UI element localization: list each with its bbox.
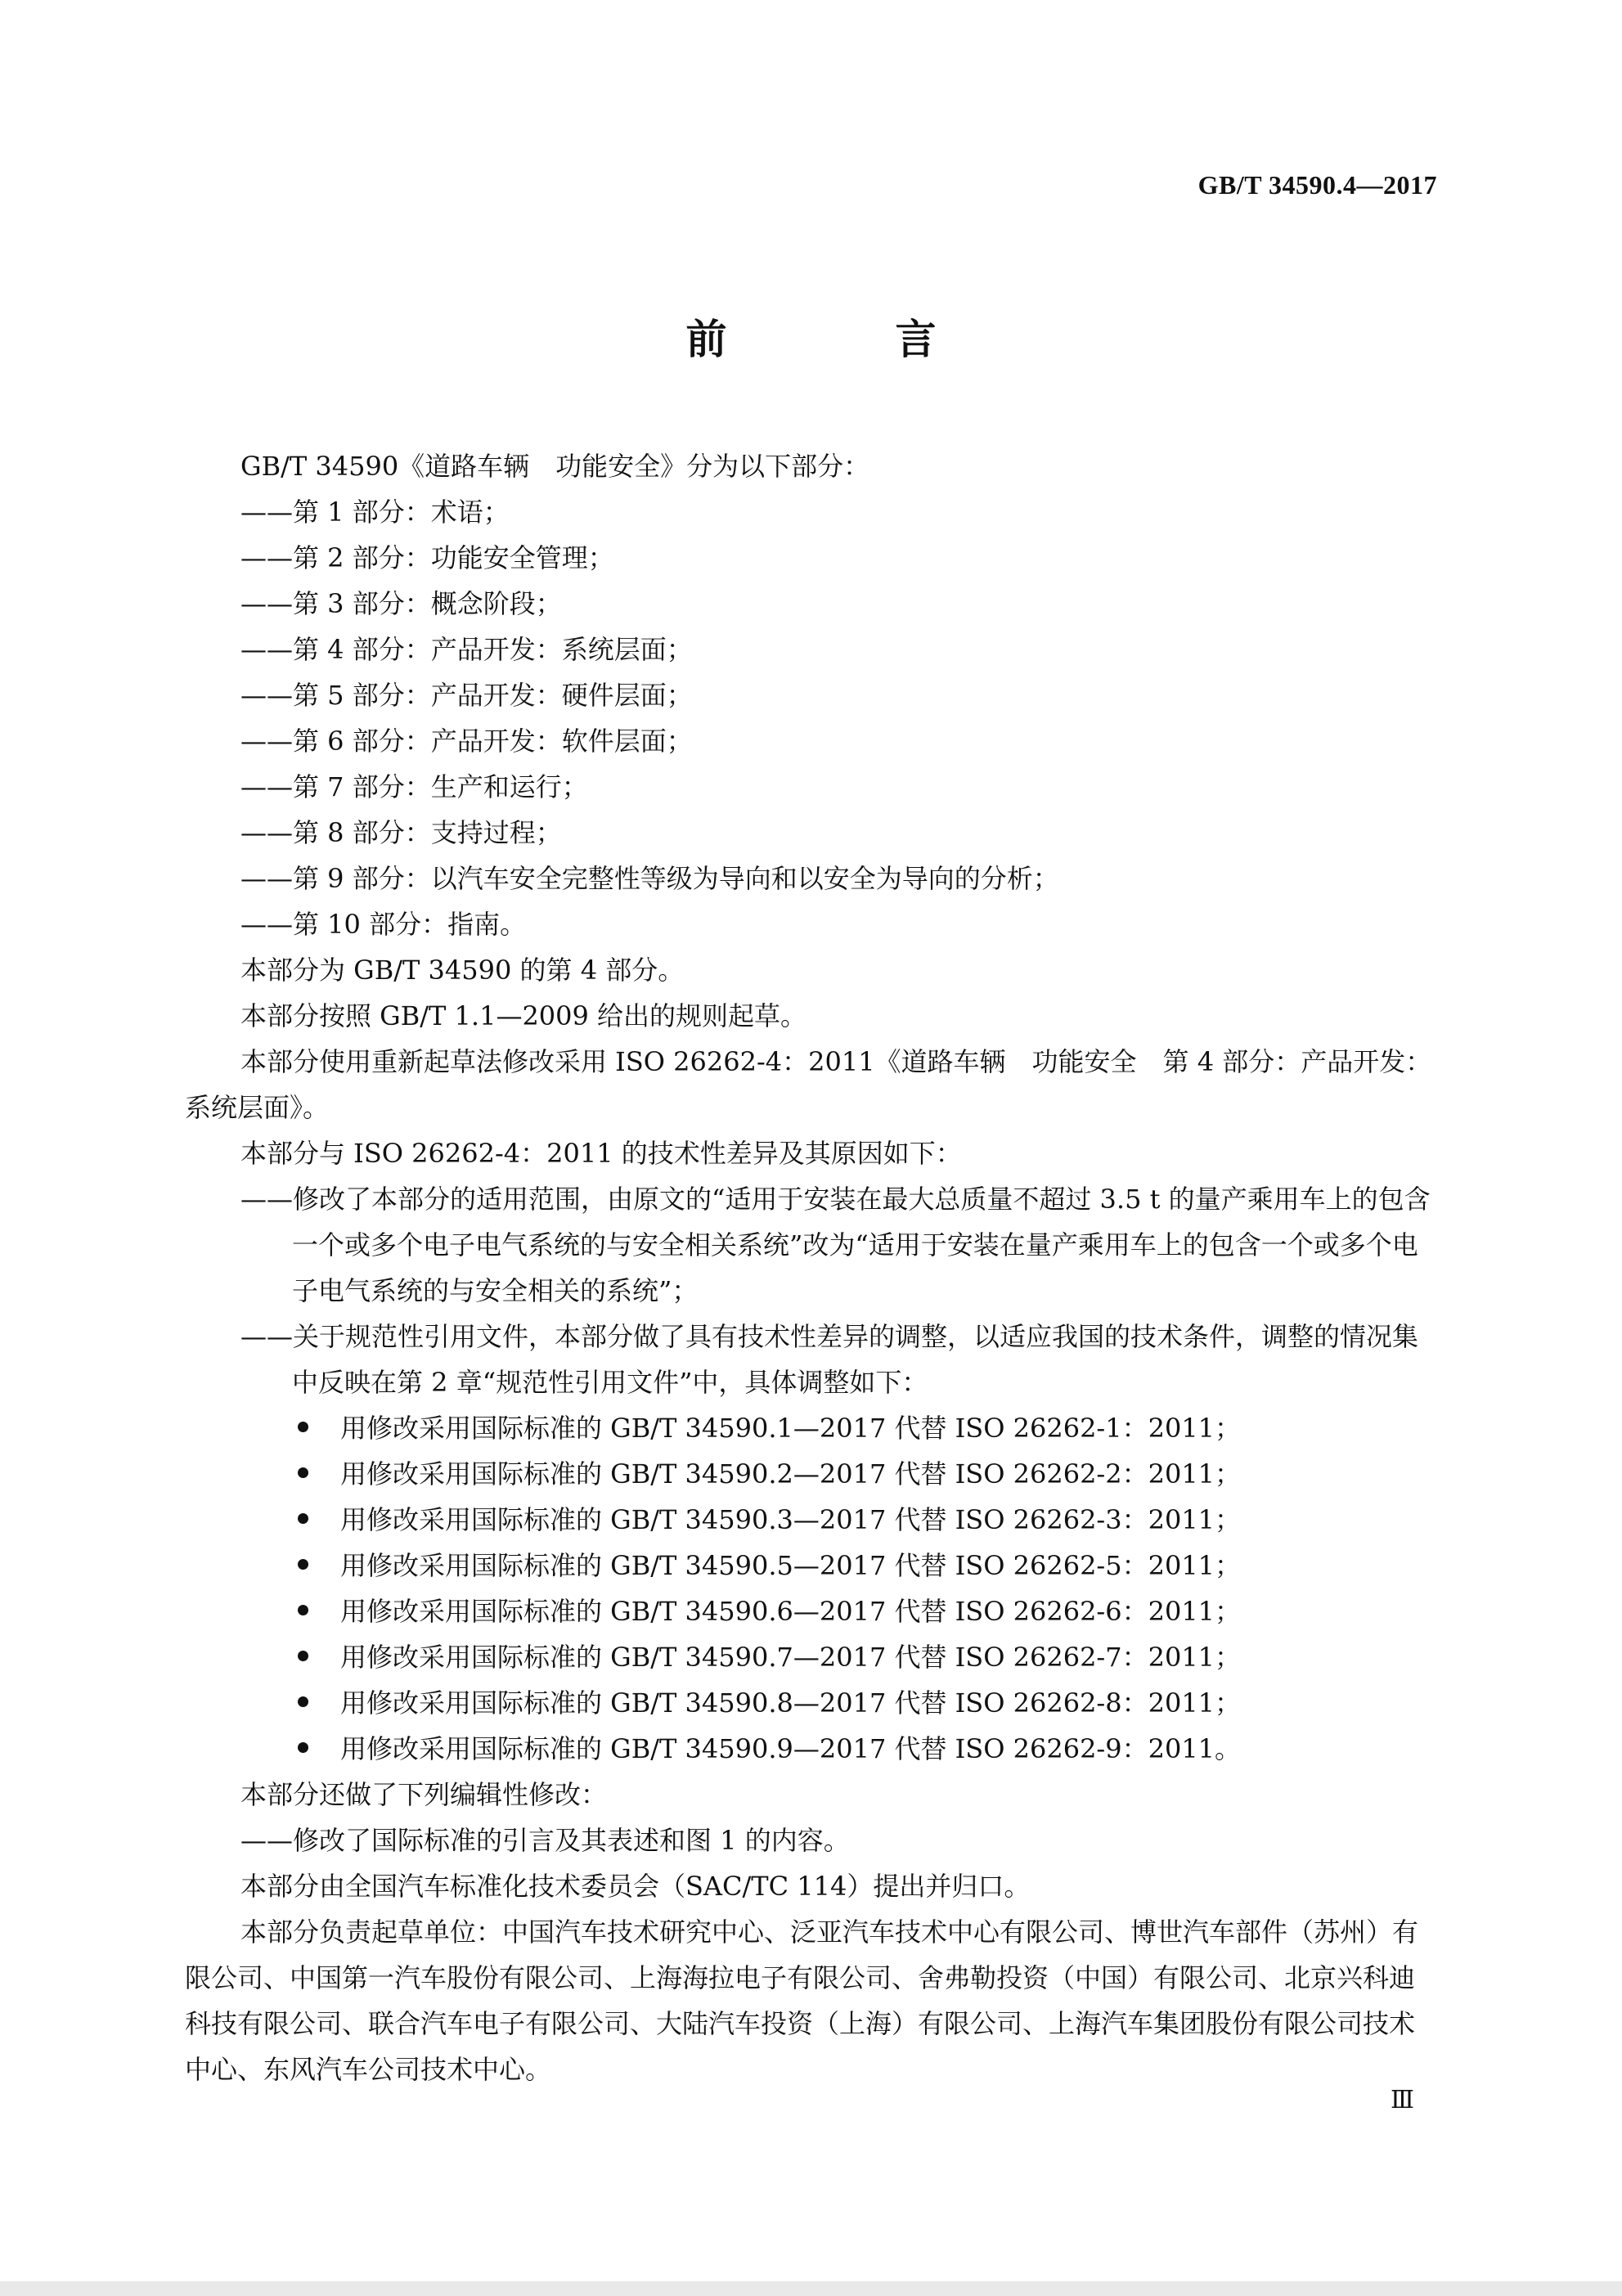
list-item: ——第 1 部分：术语； bbox=[240, 496, 510, 528]
bullet-dot-icon bbox=[298, 1467, 308, 1478]
bullet-item: 用修改采用国际标准的 GB/T 34590.5—2017 代替 ISO 26262-5：2011； bbox=[185, 1543, 1440, 1588]
list-item: ——第 6 部分：产品开发：软件层面； bbox=[240, 726, 693, 757]
page-title: 前 言 bbox=[685, 315, 1000, 363]
part-of-paragraph: 本部分为 GB/T 34590 的第 4 部分。 bbox=[240, 955, 685, 986]
bottom-bar bbox=[0, 2281, 1622, 2296]
list-item: ——第 2 部分：功能安全管理； bbox=[240, 542, 614, 573]
bullet-item: 用修改采用国际标准的 GB/T 34590.2—2017 代替 ISO 26262-2：2011； bbox=[185, 1451, 1440, 1497]
list-item: ——第 8 部分：支持过程； bbox=[240, 817, 562, 848]
replacement-list bbox=[185, 1405, 1440, 1772]
list-item: ——第 4 部分：产品开发：系统层面； bbox=[240, 634, 693, 665]
drafters-paragraph: 本部分负责起草单位：中国汽车技术研究中心、泛亚汽车技术中心有限公司、博世汽车部件（苏州）有限公司、中国第一汽车股份有限公司、上海海拉电子有限公司、舍弗勒投资（中国）有限公司、北京兴科迪科技有限公司、联合汽车电子有限公司、大陆汽车投资（上海）有限公司、上海汽车集团股份有限公司技术中心、东风汽车公司技术中心。 bbox=[185, 1916, 1419, 2085]
difference-item: ——关于规范性引用文件，本部分做了具有技术性差异的调整，以适应我国的技术条件，调整的情况集中反映在第 2 章“规范性引用文件”中，具体调整如下： bbox=[240, 1321, 1419, 1398]
editorial-paragraph: 本部分还做了下列编辑性修改： bbox=[240, 1779, 608, 1810]
page-number: Ⅲ bbox=[1391, 2086, 1414, 2114]
rules-paragraph: 本部分按照 GB/T 1.1—2009 给出的规则起草。 bbox=[240, 1000, 807, 1031]
bullet-dot-icon bbox=[298, 1742, 308, 1753]
editorial-item: ——修改了国际标准的引言及其表述和图 1 的内容。 bbox=[240, 1825, 850, 1856]
differences-paragraph: 本部分与 ISO 26262-4：2011 的技术性差异及其原因如下： bbox=[240, 1138, 962, 1169]
bullet-dot-icon bbox=[298, 1422, 308, 1432]
bullet-item: 用修改采用国际标准的 GB/T 34590.8—2017 代替 ISO 26262-8：2011； bbox=[185, 1680, 1440, 1726]
bullet-dot-icon bbox=[298, 1559, 308, 1570]
list-item: ——第 9 部分：以汽车安全完整性等级为导向和以安全为导向的分析； bbox=[240, 863, 1059, 894]
list-item: ——第 5 部分：产品开发：硬件层面； bbox=[240, 680, 693, 711]
bullet-item: 用修改采用国际标准的 GB/T 34590.6—2017 代替 ISO 26262-6：2011； bbox=[185, 1588, 1440, 1634]
adoption-paragraph: 本部分使用重新起草法修改采用 ISO 26262-4：2011《道路车辆 功能安全 第 4 部分：产品开发：系统层面》。 bbox=[185, 1046, 1432, 1123]
parts-list bbox=[185, 489, 1440, 947]
proposed-paragraph: 本部分由全国汽车标准化技术委员会（SAC/TC 114）提出并归口。 bbox=[240, 1871, 1031, 1902]
bullet-item: 用修改采用国际标准的 GB/T 34590.3—2017 代替 ISO 26262-3：2011； bbox=[185, 1497, 1440, 1543]
bullet-dot-icon bbox=[298, 1696, 308, 1707]
bullet-dot-icon bbox=[298, 1605, 308, 1615]
list-item: ——第 10 部分：指南。 bbox=[240, 909, 527, 940]
bullet-item: 用修改采用国际标准的 GB/T 34590.9—2017 代替 ISO 26262-9：2011。 bbox=[185, 1726, 1440, 1772]
list-item: ——第 7 部分：生产和运行； bbox=[240, 771, 588, 802]
bullet-dot-icon bbox=[298, 1651, 308, 1661]
bullet-dot-icon bbox=[298, 1513, 308, 1524]
list-item: ——第 3 部分：概念阶段； bbox=[240, 588, 562, 619]
document-body bbox=[185, 443, 1440, 2092]
difference-item: ——修改了本部分的适用范围，由原文的“适用于安装在最大总质量不超过 3.5 t 的量产乘用车上的包含一个或多个电子电气系统的与安全相关系统”改为“适用于安装在量产乘用车上的包含一个或多个电子电气系统的与安全相关的系统”； bbox=[240, 1184, 1431, 1306]
bullet-item: 用修改采用国际标准的 GB/T 34590.7—2017 代替 ISO 26262-7：2011； bbox=[185, 1634, 1440, 1680]
bullet-item: 用修改采用国际标准的 GB/T 34590.1—2017 代替 ISO 26262-1：2011； bbox=[185, 1405, 1440, 1451]
standard-code: GB/T 34590.4—2017 bbox=[1197, 170, 1437, 200]
intro-paragraph: GB/T 34590《道路车辆 功能安全》分为以下部分： bbox=[240, 451, 870, 482]
